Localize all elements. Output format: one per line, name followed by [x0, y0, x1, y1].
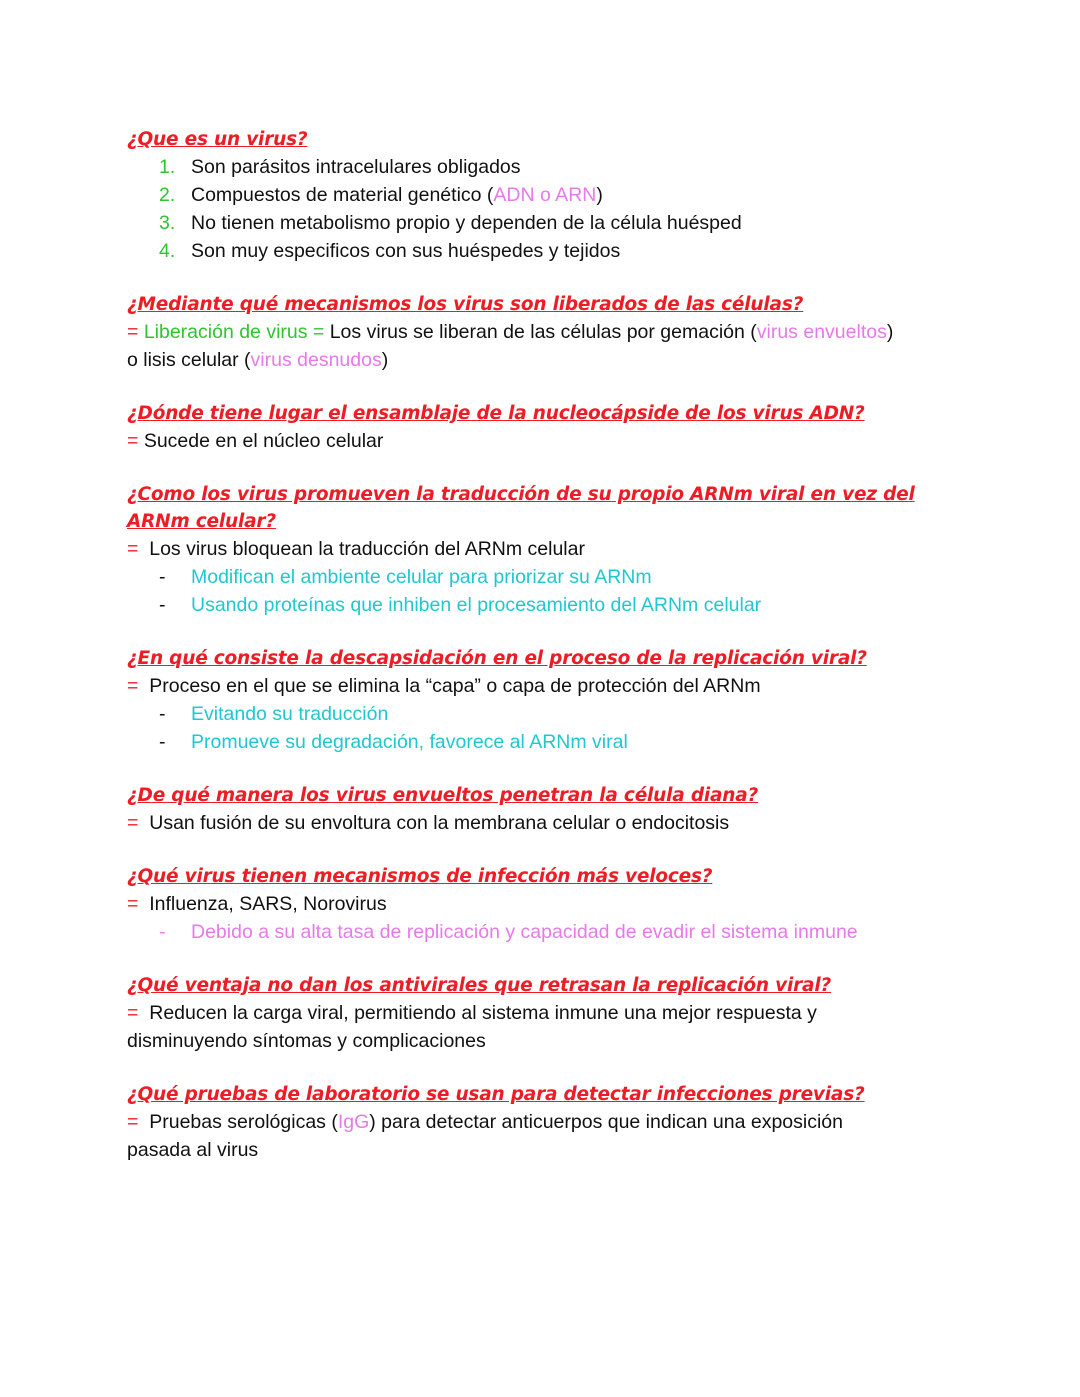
question-heading: ¿Como los virus promueven la traducción de su propio ARNm viral en vez del ARNm celular?: [127, 484, 915, 532]
question-heading: ¿De qué manera los virus envueltos penetran la célula diana?: [127, 785, 759, 806]
dash-marker: -: [159, 566, 166, 588]
question-heading: ¿Qué virus tienen mecanismos de infección más veloces?: [127, 866, 713, 887]
question-heading: ¿Qué pruebas de laboratorio se usan para detectar infecciones previas?: [127, 1084, 865, 1105]
section-virus-release: [127, 291, 957, 374]
list-item: [127, 591, 957, 619]
answer-line: [127, 535, 957, 563]
dash-marker: -: [159, 731, 166, 753]
list-number: 3.: [159, 212, 176, 234]
answer-text: ) para detectar anticuerpos que indican una exposición: [369, 1111, 843, 1133]
answer-text: ): [381, 349, 389, 371]
answer-text: pasada al virus: [127, 1139, 259, 1161]
bullet-list: [127, 918, 957, 946]
document-page: [127, 126, 957, 1190]
equals-marker: =: [127, 430, 139, 452]
answer-line: [127, 318, 957, 346]
list-item: [127, 563, 957, 591]
numbered-list: [127, 153, 957, 265]
section-antivirals: [127, 972, 957, 1055]
highlight-text: virus desnudos: [250, 349, 382, 371]
equals-marker: =: [127, 321, 139, 343]
equals-marker: =: [127, 812, 139, 834]
section-enveloped-entry: [127, 782, 957, 837]
list-item: [127, 918, 957, 946]
highlight-text: IgG: [337, 1111, 370, 1133]
list-item: [127, 728, 957, 756]
list-item-text: Son parásitos intracelulares obligados: [191, 156, 521, 178]
list-item-text: Promueve su degradación, favorece al ARNm viral: [191, 731, 628, 753]
question-heading: ¿Que es un virus?: [127, 129, 308, 150]
list-item: [127, 700, 957, 728]
list-number: 2.: [159, 184, 176, 206]
dash-marker: -: [159, 594, 166, 616]
section-lab-tests: [127, 1081, 957, 1164]
answer-line: [127, 346, 957, 374]
list-item-text: Modifican el ambiente celular para priorizar su ARNm: [191, 566, 652, 588]
list-item: [127, 181, 957, 209]
answer-text: ): [886, 321, 894, 343]
equals-marker: =: [127, 893, 139, 915]
list-number: 1.: [159, 156, 176, 178]
list-item-text: Debido a su alta tasa de replicación y capacidad de evadir el sistema inmune: [191, 921, 858, 943]
list-item-text: No tienen metabolismo propio y dependen de la célula huésped: [191, 212, 742, 234]
answer-line: [127, 890, 957, 918]
answer-text: Usan fusión de su envoltura con la membrana celular o endocitosis: [149, 812, 730, 834]
list-item: [127, 153, 957, 181]
question-heading: ¿Mediante qué mecanismos los virus son liberados de las células?: [127, 294, 804, 315]
answer-text: Los virus se liberan de las células por gemación (: [324, 321, 757, 343]
question-heading: ¿En qué consiste la descapsidación en el proceso de la replicación viral?: [127, 648, 867, 669]
list-number: 4.: [159, 240, 176, 262]
dash-marker: -: [159, 703, 166, 725]
answer-line: [127, 999, 957, 1027]
equals-marker: =: [127, 1002, 139, 1024]
answer-line: [127, 672, 957, 700]
equals-marker: =: [127, 675, 139, 697]
answer-text: Influenza, SARS, Norovirus: [149, 893, 387, 915]
bullet-list: [127, 700, 957, 756]
section-fast-viruses: [127, 863, 957, 946]
list-item: [127, 209, 957, 237]
highlight-text: virus envueltos: [756, 321, 887, 343]
answer-line: [127, 1136, 957, 1164]
list-item-text: Usando proteínas que inhiben el procesamiento del ARNm celular: [191, 594, 762, 616]
list-item: [127, 237, 957, 265]
answer-text: Los virus bloquean la traducción del ARNm celular: [149, 538, 585, 560]
list-item-text: ): [596, 184, 603, 206]
section-nucleocapsid: [127, 400, 957, 455]
list-item-text: Compuestos de material genético (: [191, 184, 494, 206]
section-uncoating: [127, 645, 957, 756]
answer-line: [127, 427, 957, 455]
answer-text: disminuyendo síntomas y complicaciones: [127, 1030, 486, 1052]
dash-marker: -: [159, 921, 166, 943]
highlight-text: ADN o ARN: [493, 184, 597, 206]
question-heading: ¿Dónde tiene lugar el ensamblaje de la nucleocápside de los virus ADN?: [127, 403, 865, 424]
answer-label: Liberación de virus =: [143, 321, 325, 343]
answer-text: Sucede en el núcleo celular: [143, 430, 384, 452]
list-item-text: Son muy especificos con sus huéspedes y tejidos: [191, 240, 621, 262]
answer-text: Pruebas serológicas (: [149, 1111, 338, 1133]
answer-text: Reducen la carga viral, permitiendo al sistema inmune una mejor respuesta y: [149, 1002, 817, 1024]
answer-line: [127, 1108, 957, 1136]
section-what-is-virus: [127, 126, 957, 265]
list-item-text: Evitando su traducción: [191, 703, 389, 725]
answer-line: [127, 809, 957, 837]
section-translation: [127, 481, 957, 619]
equals-marker: =: [127, 538, 139, 560]
answer-text: o lisis celular (: [127, 349, 251, 371]
bullet-list: [127, 563, 957, 619]
answer-text: Proceso en el que se elimina la “capa” o capa de protección del ARNm: [149, 675, 761, 697]
equals-marker: =: [127, 1111, 139, 1133]
answer-line: [127, 1027, 957, 1055]
question-heading: ¿Qué ventaja no dan los antivirales que retrasan la replicación viral?: [127, 975, 831, 996]
